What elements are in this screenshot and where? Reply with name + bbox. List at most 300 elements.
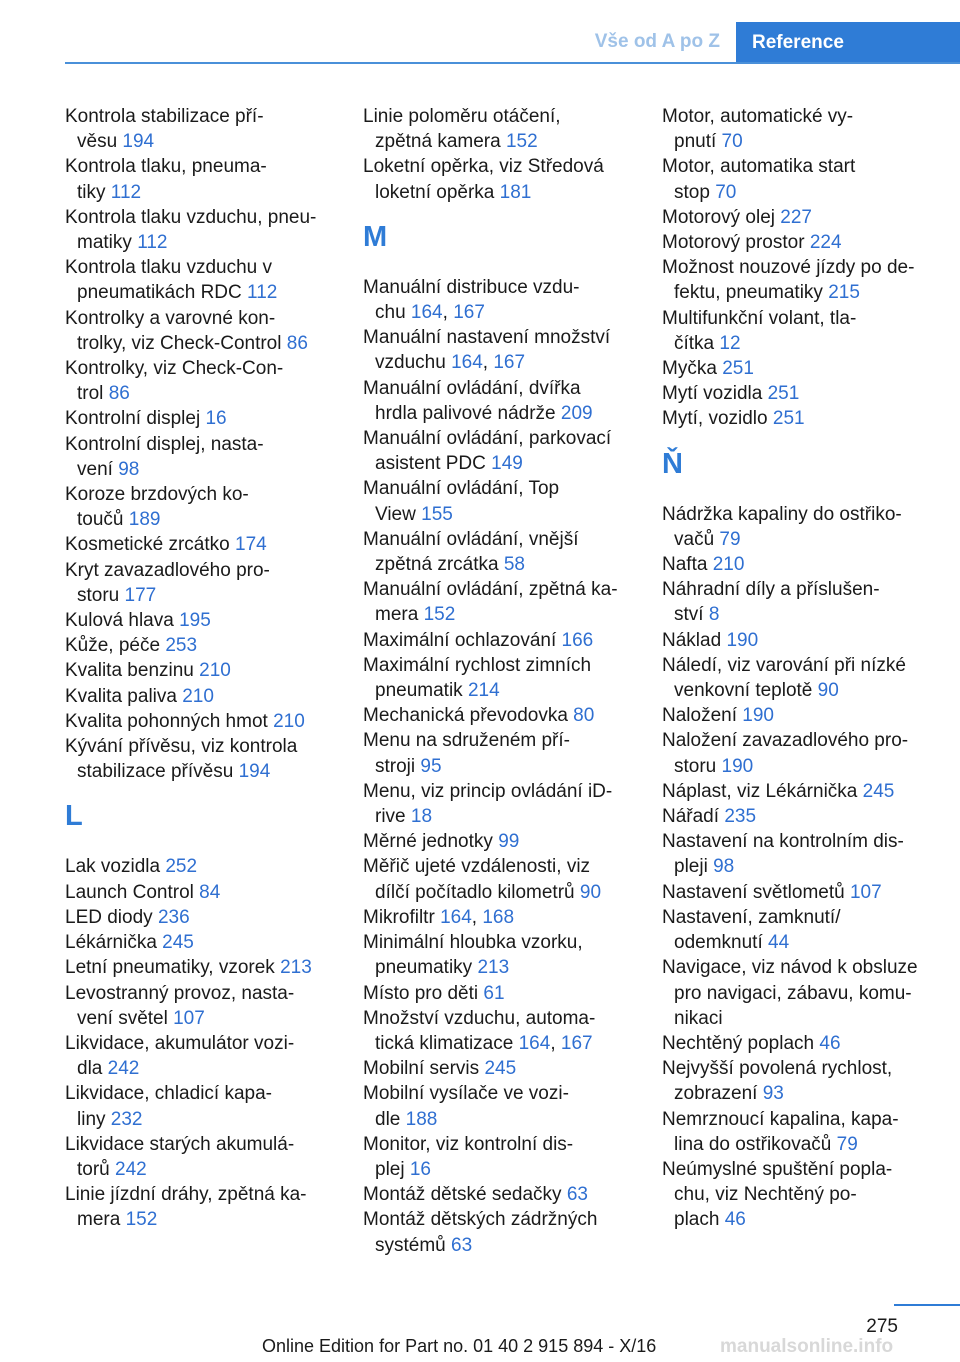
index-entry	[65, 905, 345, 930]
index-entry-line	[363, 930, 643, 955]
index-entry-line	[65, 1182, 345, 1207]
index-entry-line	[662, 104, 942, 129]
index-entry	[65, 104, 345, 154]
index-entry-text: Menu, viz princip ovládání iD-	[363, 780, 613, 802]
page-reference-link[interactable]: 188	[405, 1108, 438, 1130]
index-entry-text: hrdla palivové nádrže	[375, 402, 556, 424]
page-reference-link[interactable]: 210	[182, 685, 214, 707]
index-entry-text: vzduchu	[375, 352, 446, 374]
page-reference-link[interactable]: 190	[742, 705, 774, 727]
index-entry	[662, 1056, 942, 1106]
index-entry	[363, 275, 643, 325]
index-entry-line	[662, 754, 942, 779]
page-reference-link[interactable]: 245	[162, 932, 194, 954]
index-entry-text: Koroze brzdových ko-	[65, 484, 249, 506]
index-entry-text: Multifunkční volant, tla-	[662, 307, 857, 329]
index-entry-line	[363, 476, 643, 501]
index-entry	[662, 628, 942, 653]
page-reference-link[interactable]: 46	[819, 1032, 841, 1054]
index-entry-line	[65, 1132, 345, 1157]
page-reference-link[interactable]: 8	[708, 604, 720, 626]
index-entry-text: Manuální nastavení množství	[363, 327, 611, 349]
index-entry-line	[65, 255, 345, 280]
index-entry-text: Kontrola tlaku vzduchu, pneu-	[65, 206, 317, 228]
index-entry-line	[363, 653, 643, 678]
index-entry-line	[65, 1031, 345, 1056]
index-entry-text: asistent PDC	[375, 453, 486, 475]
index-entry-text: Manuální ovládání, vnější	[363, 528, 579, 550]
index-entry	[363, 476, 643, 526]
page-reference-link[interactable]: 90	[579, 881, 602, 903]
index-entry-line	[363, 552, 643, 577]
index-entry	[65, 709, 345, 734]
index-entry-text: pneumatiky	[375, 957, 473, 979]
index-entry-line	[662, 154, 942, 179]
index-entry-text: trolky, viz Check-Control	[77, 332, 282, 354]
index-entry	[65, 608, 345, 633]
page-reference-link[interactable]: 194	[238, 761, 271, 783]
index-entry-line	[363, 180, 643, 205]
index-entry-line	[363, 401, 643, 426]
index-entry	[363, 104, 643, 154]
index-entry-line	[363, 1182, 643, 1207]
section-label[interactable]: Vše od A po Z	[594, 31, 720, 52]
index-entry-line	[65, 381, 345, 406]
index-entry-line	[65, 1207, 345, 1232]
index-entry-line	[363, 577, 643, 602]
page-reference-link[interactable]: 18	[410, 806, 433, 828]
index-entry-line	[662, 653, 942, 678]
index-entry-line	[363, 154, 643, 179]
index-entry-line	[65, 507, 345, 532]
index-entry-text: mera	[375, 604, 419, 626]
index-entry-text: Naložení zavazadlového pro-	[662, 730, 909, 752]
page-reference-link[interactable]: 107	[849, 881, 882, 903]
page-reference-link[interactable]: 112	[137, 232, 168, 254]
index-entry	[662, 728, 942, 778]
page-reference-link[interactable]: 12	[719, 332, 741, 354]
index-entry-text: Maximální rychlost zimních	[363, 654, 592, 676]
index-entry	[65, 255, 345, 305]
index-entry-line	[65, 457, 345, 482]
index-entry-text: Manuální distribuce vzdu-	[363, 276, 580, 298]
index-entry-text: Levostranný provoz, nasta-	[65, 982, 295, 1004]
edition-info: Online Edition for Part no. 01 40 2 915 894 - X/16	[262, 1336, 657, 1356]
page-reference-link[interactable]: 44	[768, 932, 790, 954]
index-entry-text: Letní pneumatiky, vzorek	[65, 957, 275, 979]
index-entry	[65, 558, 345, 608]
index-entry-text: lina do ostřikovačů	[674, 1133, 832, 1155]
index-entry	[363, 628, 643, 653]
index-entry-line	[65, 1107, 345, 1132]
index-entry-line	[662, 880, 942, 905]
page-reference-link[interactable]: 235	[724, 806, 757, 828]
index-entry	[363, 1182, 643, 1207]
index-entry-text: venkovní teplotě	[674, 680, 813, 702]
index-entry-line	[65, 280, 345, 305]
page-reference-link[interactable]: 224	[809, 232, 842, 254]
page-reference-link[interactable]: 152	[505, 131, 538, 153]
index-entry	[662, 955, 942, 1031]
index-entry-text: věsu	[77, 131, 118, 153]
page-reference-link[interactable]: 70	[715, 181, 737, 203]
page-reference-link[interactable]: 112	[247, 282, 278, 304]
index-entry-text: plach	[674, 1209, 720, 1231]
index-entry-text: Nemrznoucí kapalina, kapa-	[662, 1108, 899, 1130]
index-entry-line	[363, 1233, 643, 1258]
index-entry-line	[662, 829, 942, 854]
index-entry-text: Lak vozidla	[65, 856, 161, 878]
page-reference-link[interactable]: 149	[491, 453, 523, 475]
page-number: 275	[866, 1316, 898, 1337]
index-entry-text: rive	[375, 806, 406, 828]
page-reference-link[interactable]: 80	[573, 705, 595, 727]
header-rule	[65, 62, 960, 64]
index-entry	[65, 356, 345, 406]
index-entry-text: Kulová hlava	[65, 610, 174, 632]
index-entry-text: Motorový prostor	[662, 232, 805, 254]
page-reference-link[interactable]: 95	[420, 755, 442, 777]
index-entry-line	[65, 759, 345, 784]
index-entry-text: Likvidace starých akumulá-	[65, 1133, 295, 1155]
page-reference-link[interactable]: 245	[862, 780, 895, 802]
index-entry-text: Loketní opěrka, viz Středová	[363, 156, 604, 178]
index-entry-text: trol	[77, 383, 104, 405]
page-reference-link[interactable]: 167	[560, 1032, 593, 1054]
index-entry-text: torů	[77, 1158, 110, 1180]
index-entry-text: Motor, automatické vy-	[662, 106, 854, 127]
page-reference-link[interactable]: 63	[451, 1234, 473, 1256]
page-reference-link[interactable]: 232	[110, 1108, 143, 1130]
index-entry-text: storu	[77, 584, 120, 606]
page-reference-link[interactable]: 242	[107, 1058, 140, 1080]
index-entry-line	[65, 306, 345, 331]
index-entry-line	[363, 325, 643, 350]
page-reference-link[interactable]: 155	[421, 503, 453, 525]
page-reference-link[interactable]: 251	[722, 358, 754, 380]
index-entry-text: Nafta	[662, 554, 708, 576]
index-entry-line	[65, 734, 345, 759]
index-entry-text: Nechtěný poplach	[662, 1032, 815, 1054]
page-reference-link[interactable]: 63	[566, 1184, 588, 1206]
index-entry-line	[65, 432, 345, 457]
index-entry-line	[662, 230, 942, 255]
page-reference-link[interactable]: 209	[560, 402, 593, 424]
page-reference-link[interactable]: 181	[499, 181, 532, 203]
index-entry-line	[65, 104, 345, 129]
index-entry	[363, 703, 643, 728]
page-reference-link[interactable]: 98	[118, 458, 140, 480]
page-reference-link[interactable]: 16	[205, 408, 227, 430]
index-entry-line	[662, 804, 942, 829]
page-reference-link[interactable]: 252	[165, 856, 198, 878]
index-entry-text: storu	[674, 755, 717, 777]
index-entry-line	[662, 854, 942, 879]
index-entry-text: Náhradní díly a příslušen-	[662, 579, 880, 601]
index-entry-line	[363, 1056, 643, 1081]
index-entry-line: chu 164, 167	[375, 302, 485, 324]
index-entry	[363, 325, 643, 375]
page-reference-link[interactable]: 152	[125, 1209, 158, 1231]
index-entry	[363, 728, 643, 778]
index-entry-line	[363, 129, 643, 154]
index-entry-line	[662, 280, 942, 305]
index-entry-text: dílčí počítadlo kilometrů	[375, 881, 575, 903]
index-entry	[363, 854, 643, 904]
page-reference-link[interactable]: 90	[817, 680, 839, 702]
index-entry-text: Mechanická převodovka	[363, 705, 568, 727]
page-reference-link[interactable]: 168	[482, 906, 515, 928]
index-entry-line	[662, 180, 942, 205]
index-column-1	[65, 104, 345, 1233]
page-reference-link[interactable]: 164	[440, 906, 472, 928]
index-entry-line	[363, 376, 643, 401]
page-reference-link[interactable]: 152	[423, 604, 456, 626]
index-entry-line	[363, 502, 643, 527]
index-entry-line	[363, 104, 643, 129]
index-entry-text: fektu, pneumatiky	[674, 282, 823, 304]
page-reference-link[interactable]: 107	[173, 1007, 205, 1029]
index-entry-text: pneumatikách RDC	[77, 282, 242, 304]
index-entry-text: pleji	[674, 856, 708, 878]
page-reference-link[interactable]: 195	[179, 610, 211, 632]
index-entry-text: LED diody	[65, 906, 153, 928]
index-entry-text: zobrazení	[674, 1083, 758, 1105]
index-entry-text: tická klimatizace	[375, 1032, 514, 1054]
index-entry-line	[662, 577, 942, 602]
index-entry-line	[662, 502, 942, 527]
index-entry-text: Motor, automatika start	[662, 156, 856, 178]
index-entry-text: Nastavení na kontrolním dis-	[662, 831, 904, 853]
index-entry-line	[662, 129, 942, 154]
index-entry-line	[65, 583, 345, 608]
index-entry-text: Nářadí	[662, 806, 720, 828]
page-reference-link[interactable]: 213	[280, 957, 312, 979]
index-entry	[65, 658, 345, 683]
index-entry-line	[65, 406, 345, 431]
index-entry-line	[65, 658, 345, 683]
index-entry-line	[662, 406, 942, 431]
index-entry-line	[662, 1006, 942, 1031]
page-reference-link[interactable]: 112	[110, 181, 142, 203]
page-reference-link[interactable]: 79	[719, 528, 741, 550]
reference-tab[interactable]: Reference	[736, 22, 960, 64]
page-reference-link[interactable]: 70	[721, 131, 743, 153]
index-entry	[662, 703, 942, 728]
index-entry-line	[662, 306, 942, 331]
page-reference-link[interactable]: 86	[108, 383, 130, 405]
page-reference-link[interactable]: 190	[726, 629, 759, 651]
index-entry	[363, 1132, 643, 1182]
page-reference-link[interactable]: 164	[518, 1032, 551, 1054]
index-entry-line	[363, 1132, 643, 1157]
index-entry-text: zpětná zrcátka	[375, 554, 499, 576]
page-reference-link[interactable]: 177	[124, 584, 157, 606]
index-entry-line	[662, 628, 942, 653]
index-entry-text: Likvidace, chladicí kapa-	[65, 1083, 272, 1105]
index-entry-line	[662, 930, 942, 955]
index-entry-text: plej	[375, 1158, 405, 1180]
index-entry-line	[363, 728, 643, 753]
index-entry-text: Maximální ochlazování	[363, 629, 557, 651]
index-entry-text: Kontrolky a varovné kon-	[65, 307, 276, 329]
index-entry-line	[363, 275, 643, 300]
index-entry	[65, 306, 345, 356]
index-entry-line	[363, 854, 643, 879]
page-reference-link[interactable]: 213	[477, 957, 510, 979]
page-reference-link[interactable]: 99	[498, 831, 520, 853]
index-entry-line	[662, 728, 942, 753]
page-reference-link[interactable]: 245	[484, 1058, 517, 1080]
index-entry-line	[662, 1031, 942, 1056]
index-entry	[363, 577, 643, 627]
index-entry	[662, 306, 942, 356]
index-entry-line	[65, 854, 345, 879]
page-reference-link[interactable]: 210	[712, 554, 745, 576]
index-entry-text: pneumatik	[375, 680, 463, 702]
index-entry-text: Kývání přívěsu, viz kontrola	[65, 736, 298, 758]
page-reference-link[interactable]: 174	[235, 534, 267, 556]
index-entry	[65, 880, 345, 905]
index-entry-line	[363, 527, 643, 552]
index-entry	[662, 1031, 942, 1056]
page-reference-link[interactable]: 210	[273, 710, 305, 732]
index-entry-text: Mytí, vozidlo	[662, 408, 768, 430]
index-entry-text: Náplast, viz Lékárnička	[662, 780, 858, 802]
page-reference-link[interactable]: 253	[165, 635, 198, 657]
index-entry-text: Kontrola stabilizace pří-	[65, 106, 264, 127]
index-entry-text: ství	[674, 604, 704, 626]
index-entry-text: Kontrola tlaku vzduchu v	[65, 257, 273, 279]
index-entry-line	[363, 628, 643, 653]
index-entry-text: Linie poloměru otáčení,	[363, 106, 561, 127]
index-letter-heading: L	[65, 800, 83, 833]
index-entry	[662, 1157, 942, 1233]
index-entry-text: chu, viz Nechtěný po-	[674, 1184, 857, 1206]
index-entry-line	[662, 1056, 942, 1081]
page-reference-link[interactable]: 210	[199, 660, 231, 682]
page-reference-link[interactable]: 164	[410, 302, 443, 324]
page-reference-link[interactable]: 84	[199, 881, 221, 903]
index-entry	[662, 205, 942, 230]
index-entry-line	[662, 955, 942, 980]
page-reference-link[interactable]: 215	[828, 282, 860, 304]
index-entry-text: Nádržka kapaliny do ostřiko-	[662, 503, 902, 525]
index-entry	[662, 381, 942, 406]
page-reference-link[interactable]: 86	[286, 332, 308, 354]
index-entry-line	[363, 804, 643, 829]
index-entry-line	[363, 1006, 643, 1031]
index-entry	[65, 482, 345, 532]
index-entry-line	[662, 356, 942, 381]
index-entry-line	[65, 1006, 345, 1031]
index-entry-line	[662, 678, 942, 703]
index-entry-line	[363, 451, 643, 476]
page-reference-link[interactable]: 189	[128, 509, 161, 531]
index-entry-text: vačů	[674, 528, 715, 550]
index-entry-text: Launch Control	[65, 881, 194, 903]
page-reference-link[interactable]: 46	[724, 1209, 746, 1231]
index-entry-text: mera	[77, 1209, 121, 1231]
index-letter-heading: M	[363, 220, 388, 253]
index-entry-text: Kosmetické zrcátko	[65, 534, 230, 556]
page-reference-link[interactable]: 251	[767, 383, 800, 405]
page-reference-link[interactable]: 16	[409, 1158, 431, 1180]
index-entry-line	[662, 1182, 942, 1207]
index-entry-line	[65, 558, 345, 583]
index-entry-text: vení světel	[77, 1007, 168, 1029]
page-reference-link[interactable]: 167	[493, 352, 526, 374]
index-entry-text: dla	[77, 1058, 103, 1080]
index-entry	[363, 930, 643, 980]
index-entry	[363, 527, 643, 577]
index-entry-text: Kůže, péče	[65, 635, 161, 657]
page-reference-link[interactable]: 194	[122, 131, 155, 153]
index-entry-text: Možnost nouzové jízdy po de-	[662, 257, 915, 279]
index-entry-text: čítka	[674, 332, 715, 354]
index-entry-text: Kontrolní displej, nasta-	[65, 433, 264, 455]
index-entry	[363, 1207, 643, 1257]
index-entry-line	[662, 255, 942, 280]
page-reference-link[interactable]: 236	[157, 906, 190, 928]
page-reference-link[interactable]: 167	[453, 302, 485, 324]
index-entry-line	[662, 905, 942, 930]
index-entry-text: Měřič ujeté vzdálenosti, viz	[363, 856, 591, 878]
index-entry-text: Lékárnička	[65, 932, 157, 954]
index-entry-line	[363, 1081, 643, 1106]
page-reference-link[interactable]: 61	[483, 982, 505, 1004]
page-reference-link[interactable]: 242	[115, 1158, 147, 1180]
index-entry	[65, 633, 345, 658]
index-entry	[662, 552, 942, 577]
index-entry	[662, 1107, 942, 1157]
index-entry-text: Kontrolní displej	[65, 408, 201, 430]
index-entry	[363, 376, 643, 426]
index-entry-text: tiky	[77, 181, 106, 203]
index-entry-line	[363, 703, 643, 728]
index-entry-line	[363, 779, 643, 804]
index-entry-text: dle	[375, 1108, 401, 1130]
page-reference-link[interactable]: 58	[503, 554, 525, 576]
page-reference-link[interactable]: 79	[836, 1133, 858, 1155]
index-entry	[65, 955, 345, 980]
page-reference-link[interactable]: 93	[762, 1083, 784, 1105]
index-entry-text: stroji	[375, 755, 416, 777]
index-entry-line	[65, 880, 345, 905]
page-reference-link[interactable]: 251	[772, 408, 805, 430]
index-entry	[363, 829, 643, 854]
footer-rule	[894, 1304, 960, 1306]
index-entry	[65, 205, 345, 255]
index-entry	[662, 779, 942, 804]
page-reference-link[interactable]: 214	[467, 680, 500, 702]
index-entry	[363, 154, 643, 204]
index-entry-text: Kvalita paliva	[65, 685, 177, 707]
page-reference-link[interactable]: 227	[780, 206, 812, 228]
index-entry-line: Mikrofiltr 164, 168	[363, 906, 515, 928]
page-reference-link[interactable]: 166	[561, 629, 594, 651]
page-reference-link[interactable]: 164	[451, 352, 483, 374]
index-entry	[65, 154, 345, 204]
index-entry	[662, 653, 942, 703]
index-entry-line: vzduchu 164, 167	[375, 352, 526, 374]
index-entry-text: pnutí	[674, 131, 717, 153]
index-entry-line	[65, 1056, 345, 1081]
page-reference-link[interactable]: 190	[721, 755, 754, 777]
page-reference-link[interactable]: 98	[713, 856, 735, 878]
index-entry-text: odemknutí	[674, 932, 763, 954]
index-entry	[363, 905, 643, 930]
